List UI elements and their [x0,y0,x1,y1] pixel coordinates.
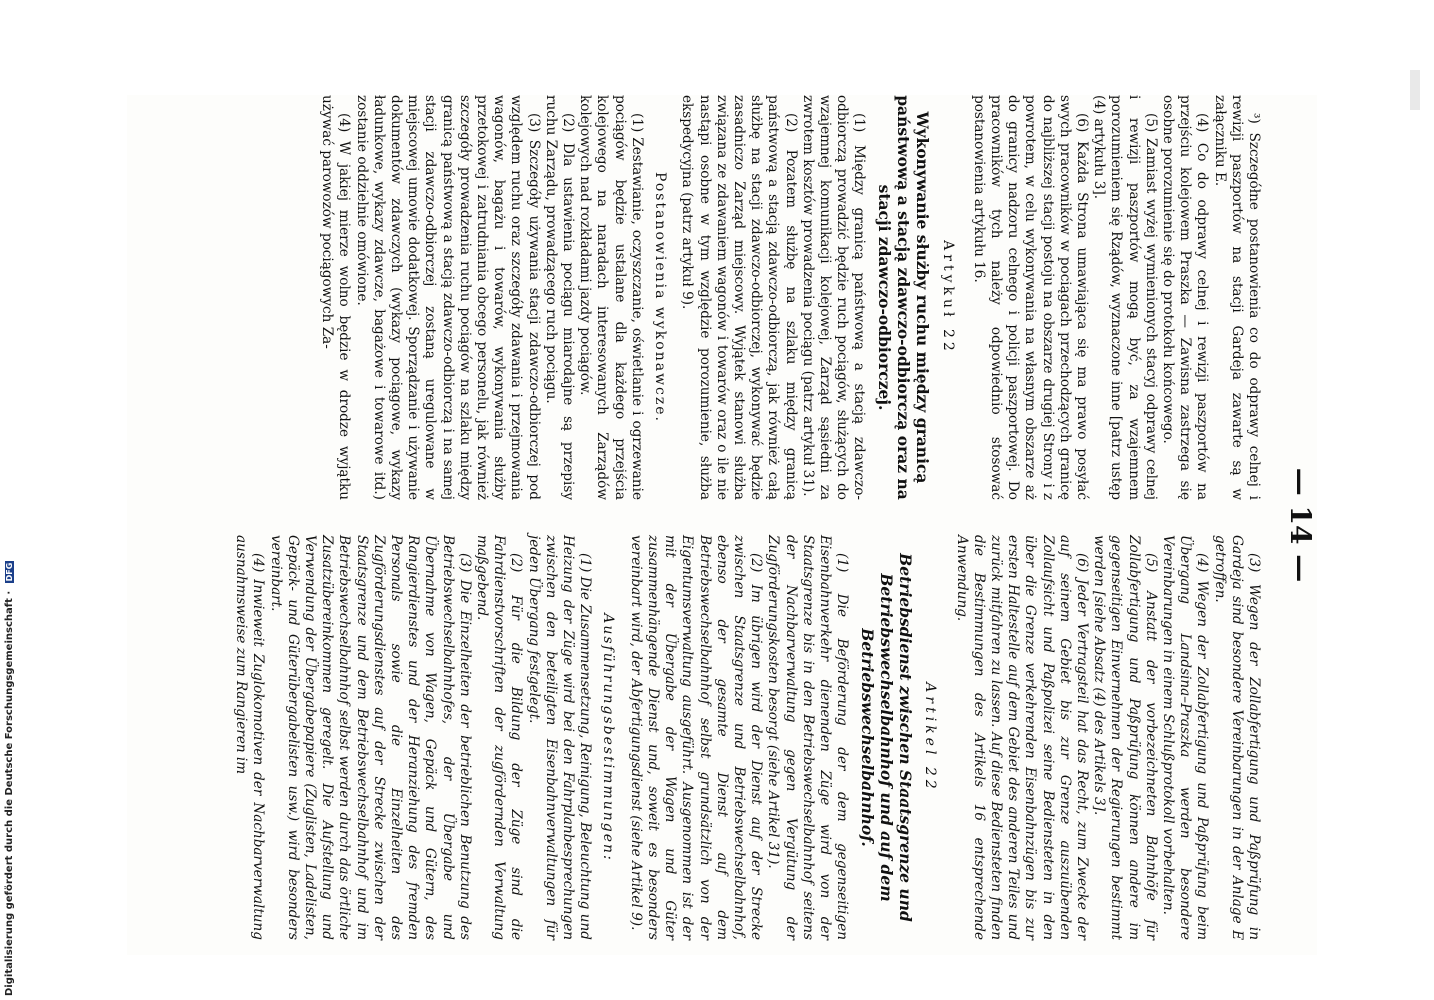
footer-text: Digitalisierung gefördert durch die Deutsche Forschungsgemeinschaft · [4,590,15,996]
paragraph: (5) Anstatt der vorbezeichneten Bahnhöfe für Zollabfertigung und Paßprüfung können andere im gegenseitigen Einvernehmen der Regierungen bestimmt werden [siehe Absatz (4) des Artikels 3]. [1091,535,1159,940]
paragraph: (3) Szczegóły używania stacji zdawczo-odbiorczej pod względem ruchu oraz szczegóły zdawania i przejmowania wagonów, bagażu i towarów, wykonywania służby przetokowej i zatrudniania obcego personelu, jak również szczegóły prowadzenia ruchu pociągów na szlaku między granicą państwową a stacją zdawczo-odbiorczą i na samej stacji zdawczo-odbiorczej zostaną uregulowane w miejscowej umowie dodatkowej. Sporządzanie i używanie dokumentów zdawczych (wykazy pociągowe, wykazy ładunkowe, wykazy zdawcze, bagażowe i towarowe itd.) zostanie oddzielnie omówione. [353,95,542,500]
paragraph: ³) Szczegółne postanowienia co do odprawy celnej i rewizji paszportów na stacji Gardeja zawarte są w załączniku E. [1211,95,1262,500]
article-heading: Wykonywanie służby ruchu między granicą państwową a stacją zdawczo-odbiorczą oraz na stacji zdawczo-odbiorczej. [875,95,933,500]
paragraph: (1) Die Zusammensetzung, Reinigung, Beleuchtung und Heizung der Züge wird bei den Fahrplanbesprechungen zwischen den beteiligten Eisenbahnverwaltungen für jeden Übergang festgelegt. [525,535,594,940]
paragraph: (4) W jakiej mierze wolno będzie w drodze wyjątku używać parowozów pociągowych Za- [319,95,353,500]
rotated-document-page [127,95,1317,955]
dfg-logo: DFG [5,562,14,582]
paragraph: (3) Die Einzelheiten der betrieblichen Benutzung des Betriebswechselbahnhofes, der Übergabe und Übernahme von Wagen, Gepäck und Gütern, des Rangierdienstes und der Heranziehung des fremden Personals sowie die Einzelheiten des Zugförderungsdienstes auf der Strecke zwischen der Staatsgrenze und dem Betriebswechselbahnhof und im Betriebswechselbahnhof selbst werden durch das örtliche Zusatzübereinkommen geregelt. Die Aufstellung und Verwendung der Übergabepapiere (Zuglisten, Ladelisten, Gepäck- und Güterübergabelisten usw.) wird besonders vereinbart. [267,535,473,940]
paragraph: (4) Wegen der Zollabfertigung und Paßprüfung beim Übergang Landsina–Praszka werden besondere Vereinbarungen in einem Schlußprotokoll vorbehalten. [1159,535,1211,940]
paragraph: (6) Każda Strona umawiająca się ma prawo posyłać swych pracowników w pociągach przechodzących granicę do najbliższej stacji postoju na obszarze drugiej Strony i z powrotem, w celu wykonywania na własnym obszarze aż do granicy nadzoru celnego i policji paszportowej. Do pracowników tych należy odpowiednio stosować postanowienia artykułu 16. [970,95,1090,500]
paragraph: (4) Inwieweit Zuglokomotiven der Nachbarverwaltung ausnahmsweise zum Rangieren im [233,535,267,940]
page-number: — 14 — [1284,467,1317,583]
paragraph: (2) Im übrigen wird der Dienst auf der Strecke zwischen Staatsgrenze und Betriebswechselbahnhof, ebenso der gesamte Dienst auf dem Betriebswechselbahnhof selbst grundsätzlich von der Eigentumsverwaltung ausgeführt. Ausgenommen ist der mit der Übergabe der Wagen und Güter zusammenhängende Dienst und, soweit es besonders vereinbart wird, der Abfertigungsdienst (siehe Artikel 9). [627,535,765,940]
scan-mark [1410,70,1420,110]
article-title: Artikel 22 [922,682,939,793]
article-heading: Betriebsdienst zwischen Staatsgrenze und Betriebswechselbahnhof und auf dem Betriebswechselbahnhof. [858,553,916,922]
digitization-footer [4,0,18,996]
paragraph: (3) Wegen der Zollabfertigung und Paßprüfung in Gardeja sind besondere Vereinbarungen in der Anlage E getroffen. [1211,535,1262,940]
paragraph: (2) Für die Bildung der Züge sind die Fahrdienstvorschriften der zugfördernden Verwaltung maßgebend. [474,535,525,940]
paragraph: (1) Zestawianie, oczyszczanie, oświetlanie i ogrzewanie pociągów będzie ustalane dla każdego przejścia kolejowego na naradach interesowanych Zarządów kolejowych nad rozkładami jazdy pociągów. [577,95,645,500]
paragraph: (2) Dla ustawienia pociągu miarodajne są przepisy ruchu Zarządu, prowadzącego ruch pociągu. [542,95,577,500]
paragraph: (4) Co do odprawy celnej i rewizji paszportów na przejściu kolejowem Praszka — Zawisna zastrzega się osobne porozumienie się do protokołu końcowego. [1159,95,1211,500]
paragraph: (6) Jeder Vertragsteil hat das Recht, zum Zwecke der auf seinem Gebiet bis zur Grenze auszuübenden Zollaufsicht und Paßpolizei seine Bediensteten in den über die Grenze verkehrenden Eisenbahnzügen bis zur ersten Haltestelle auf dem Gebiet des anderen Teiles und zurück mitfahren zu lassen. Auf diese Bediensteten finden die Bestimmungen des Artikels 16 entsprechende Anwendung. [953,535,1090,940]
paragraph: (2) Pozatem służbę na szlaku między granicą państwową a stacją zdawczo-odbiorczą, jak również całą służbę na stacji zdawczo-odbiorczej, wykonywać będzie zasadniczo Zarząd miejscowy. Wyjątek stanowi służba związana ze zdawaniem wagonów i towarów oraz o ile nie nastąpi osobne w tym względzie porozumienie, służba ekspedycyjna (patrz artykuł 9). [679,95,799,500]
article-title: Artykuł 22 [939,240,956,355]
paragraph: (5) Zamiast wyżej wymienionych stacyj odprawy celnej i rewizji paszportów mogą być, za wzajemnem porozumieniem się Rządów, wyznaczone inne [patrz ustęp (4) artykułu 3]. [1091,95,1159,500]
section-heading: Ausführungsbestimmungen: [600,613,617,862]
german-column [232,535,1262,940]
paragraph: (1) Die Beförderung der dem gegenseitigen Eisenbahnverkehr dienenden Züge wird von der Staatsgrenze bis in den Betriebswechselbahnhof seitens der Nachbarverwaltung gegen Vergütung der Zugförderungskosten besorgt (siehe Artikel 31). [765,535,851,940]
paragraph: (1) Między granicą państwową a stacją zdawczo-odbiorczą prowadzić będzie ruch pociągów, służących do wzajemnej komunikacji kolejowej, Zarząd sąsiedni za zwrotem kosztów prowadzenia pociągu (patrz artykuł 31). [799,95,868,500]
polish-column [318,95,1262,500]
section-heading: Postanowienia wykonawcze. [652,171,669,424]
